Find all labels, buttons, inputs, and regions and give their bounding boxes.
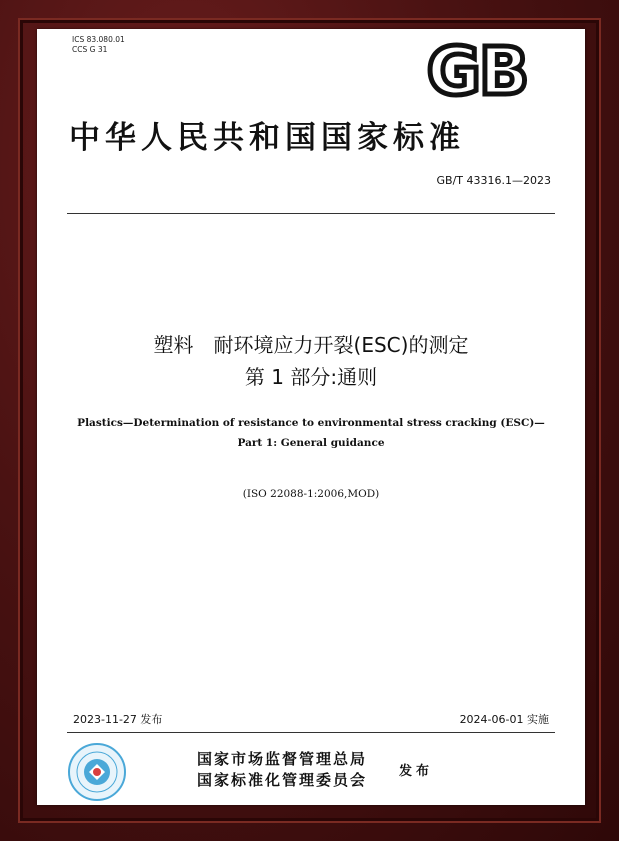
- header-divider: [67, 213, 555, 214]
- iso-reference: (ISO 22088-1:2006,MOD): [242, 488, 380, 500]
- document-page: [37, 29, 585, 805]
- footer-divider: [67, 732, 555, 733]
- ccs-code: CCS G 31: [72, 45, 108, 54]
- national-standard-title: 中华人民共和国国家标准: [69, 120, 465, 156]
- issue-date: 2023-11-27 发布: [73, 713, 163, 726]
- anti-counterfeit-seal-icon: [67, 742, 127, 802]
- issuer-samr: 国家市场监督管理总局: [197, 750, 368, 768]
- chinese-title-line-1: 塑料 耐环境应力开裂(ESC)的测定: [153, 333, 469, 357]
- classification-codes: [72, 35, 125, 55]
- ics-code: ICS 83.080.01: [72, 35, 125, 44]
- issue-action: 发布: [399, 764, 434, 779]
- english-title-line-1: Plastics—Determination of resistance to environmental stress cracking (ESC)—: [77, 417, 545, 429]
- chinese-title-line-2: 第 1 部分:通则: [244, 365, 378, 389]
- issuing-authorities: [197, 749, 367, 791]
- gb-logo: [403, 39, 551, 99]
- english-title-line-2: Part 1: General guidance: [237, 437, 385, 449]
- standard-code: GB/T 43316.1—2023: [436, 174, 551, 187]
- implementation-date: 2024-06-01 实施: [459, 713, 549, 726]
- issuer-sac: 国家标准化管理委员会: [197, 771, 368, 789]
- svg-text:GB: GB: [426, 39, 528, 99]
